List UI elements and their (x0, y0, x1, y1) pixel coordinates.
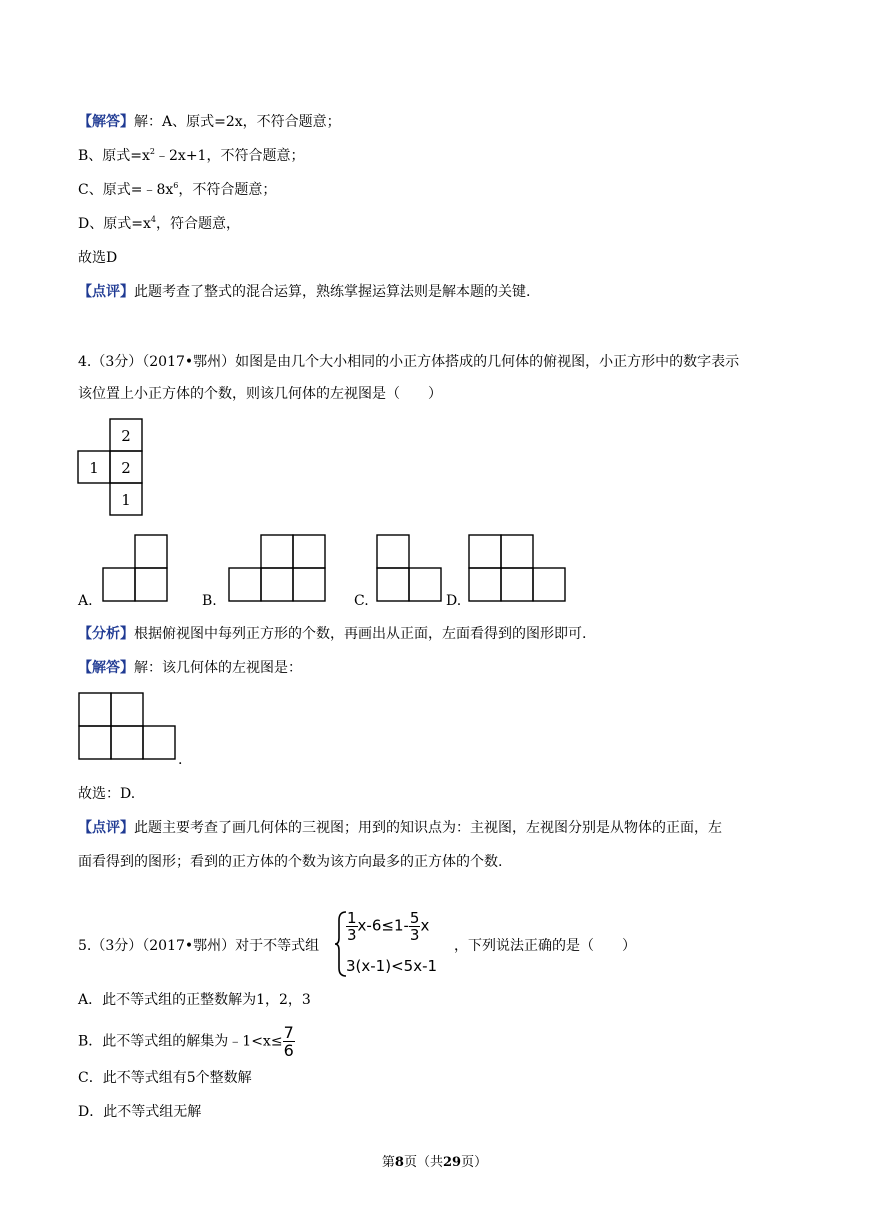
option-c-figure (376, 534, 444, 602)
numerator: 1 (347, 909, 357, 927)
answer-text-d-post: ，符合题意， (155, 216, 240, 232)
answer-left-view-figure (78, 692, 188, 760)
view-cell (135, 568, 167, 601)
answer-line-b (78, 146, 304, 166)
review-tag: 【点评】 (78, 284, 134, 300)
answer-text-c-post: ，不符合题意； (178, 182, 277, 198)
answer-text-c: C、原式=﹣8x (78, 182, 174, 198)
answer-tag: 【解答】 (78, 114, 134, 130)
top-view-number: 1 (121, 491, 131, 509)
view-cell (111, 693, 143, 726)
option-b-text: B．此不等式组的解集为﹣1<x≤ (78, 1033, 283, 1050)
option-label-d: D. (446, 593, 462, 609)
answer-text-a: 解：A、原式=2x，不符合题意； (134, 114, 341, 130)
option-label-b: B. (202, 593, 217, 609)
option-label-c: C. (354, 593, 369, 609)
page-number: 8 (394, 1155, 404, 1170)
choose-line: 故选D (78, 250, 118, 266)
q4-stem-line1: 4.（3分）（2017•鄂州）如图是由几个大小相同的小正方体搭成的几何体的俯视图，小正方形中的数字表示 (78, 354, 740, 370)
view-cell (103, 568, 135, 601)
view-cell (469, 535, 501, 568)
inequality-2: 3(x-1)<5x-1 (346, 957, 438, 975)
view-cell (79, 726, 111, 759)
answer-text-b: B、原式=x (78, 148, 150, 164)
numerator: 5 (409, 909, 420, 927)
review-text: 此题考查了整式的混合运算，熟练掌握运算法则是解本题的关键. (134, 284, 531, 300)
option-a-figure (102, 534, 168, 602)
q5-option-b (78, 1024, 295, 1059)
answer-text-d: D、原式=x (78, 216, 151, 232)
top-view-number: 2 (121, 427, 131, 445)
answer-tag: 【解答】 (78, 660, 134, 676)
view-cell (261, 568, 293, 601)
q4-review-line1 (78, 818, 722, 838)
q5-stem-post: ，下列说法正确的是（ ） (454, 938, 636, 954)
view-cell (501, 535, 533, 568)
view-cell (143, 726, 175, 759)
option-d-figure (468, 534, 568, 602)
top-view-figure (78, 418, 148, 518)
numerator: 7 (283, 1023, 294, 1042)
fraction (283, 1024, 295, 1059)
review-line (78, 282, 530, 302)
fraction (346, 910, 358, 943)
footer-pre: 第 (381, 1155, 395, 1170)
view-cell (377, 535, 409, 568)
answer-line-c (78, 180, 276, 200)
top-view-number: 2 (121, 459, 131, 477)
q4-choose-line: 故选：D. (78, 786, 136, 802)
view-cell (409, 568, 441, 601)
view-cell (533, 568, 565, 601)
answer-line-d (78, 214, 240, 234)
top-view-number: 1 (89, 459, 99, 477)
q5-option-d: D．此不等式组无解 (78, 1104, 202, 1120)
analysis-text: 根据俯视图中每列正方形的个数，再画出从正面，左面看得到的图形即可. (134, 626, 587, 642)
period: . (178, 752, 183, 768)
exponent: 2 (149, 147, 156, 156)
exponent: 4 (150, 215, 156, 224)
view-cell (135, 535, 167, 568)
view-cell (501, 568, 533, 601)
q5-option-c: C．此不等式组有5个整数解 (78, 1070, 252, 1086)
inequality-1 (346, 910, 429, 943)
analysis-line (78, 624, 586, 644)
inequality-1-end: x (420, 916, 430, 935)
denominator: 3 (409, 926, 420, 944)
view-cell (79, 693, 111, 726)
page-total: 29 (442, 1155, 462, 1170)
footer-mid: 页（共 (403, 1155, 443, 1170)
answer-line-a (78, 112, 341, 132)
q4-review-line2: 面看得到的图形；看到的正方体的个数为该方向最多的正方体的个数. (78, 854, 503, 870)
answer-text-b-post: ﹣2x+1，不符合题意； (155, 148, 305, 164)
inequality-1-mid: x-6≤1- (357, 916, 409, 935)
view-cell (229, 568, 261, 601)
q5-option-a: A．此不等式组的正整数解为1，2，3 (78, 992, 311, 1008)
q4-stem-line2: 该位置上小正方体的个数，则该几何体的左视图是（ ） (78, 386, 442, 402)
answer-line (78, 658, 302, 678)
answer-text: 解：该几何体的左视图是： (134, 660, 302, 676)
denominator: 3 (347, 926, 357, 944)
q5-stem-pre: 5.（3分）（2017•鄂州）对于不等式组 (78, 938, 320, 954)
analysis-tag: 【分析】 (78, 626, 134, 642)
denominator: 6 (283, 1041, 294, 1060)
view-cell (111, 726, 143, 759)
review-tag: 【点评】 (78, 820, 134, 836)
view-cell (469, 568, 501, 601)
page-footer (0, 1151, 869, 1170)
option-b-figure (228, 534, 328, 602)
option-label-a: A. (78, 593, 93, 609)
footer-post: 页） (461, 1155, 488, 1170)
exponent: 6 (173, 181, 179, 190)
view-cell (293, 568, 325, 601)
fraction (409, 910, 421, 943)
view-cell (377, 568, 409, 601)
review-text: 此题主要考查了画几何体的三视图；用到的知识点为：主视图，左视图分别是从物体的正面，左 (134, 820, 722, 836)
view-cell (293, 535, 325, 568)
view-cell (261, 535, 293, 568)
